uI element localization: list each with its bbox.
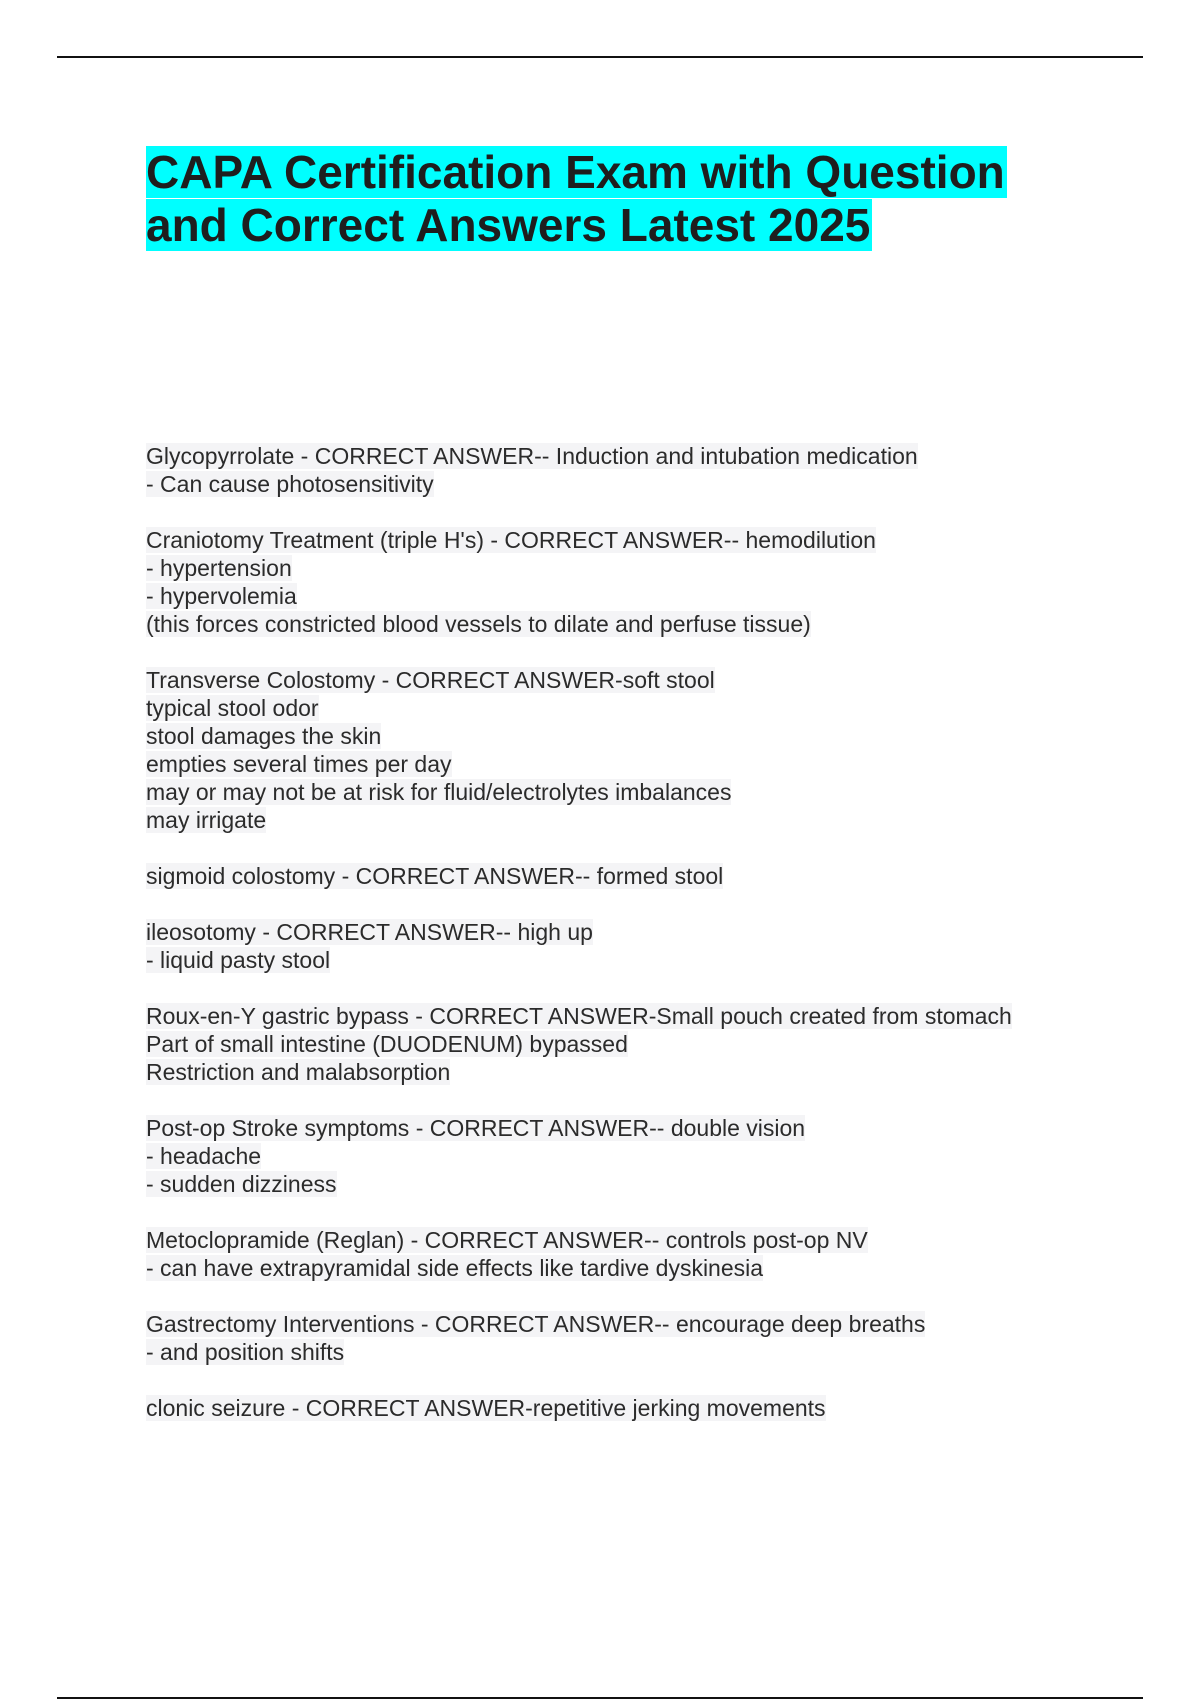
qa-line-text: Metoclopramide (Reglan) - CORRECT ANSWER-- controls post-op NV — [146, 1227, 868, 1253]
qa-entry-detail — [146, 554, 1146, 582]
qa-entry-detail — [146, 1030, 1146, 1058]
qa-entry — [146, 918, 1146, 974]
qa-list — [146, 442, 1146, 1450]
qa-entry — [146, 1002, 1146, 1086]
qa-entry-heading — [146, 1114, 1146, 1142]
qa-entry-detail — [146, 750, 1146, 778]
qa-line-text: stool damages the skin — [146, 723, 382, 749]
qa-line-text: may or may not be at risk for fluid/electrolytes imbalances — [146, 779, 732, 805]
qa-entry-detail — [146, 778, 1146, 806]
qa-line-text: ileosotomy - CORRECT ANSWER-- high up — [146, 919, 593, 945]
qa-entry-detail — [146, 1058, 1146, 1086]
qa-entry — [146, 1114, 1146, 1198]
qa-line-text: Post-op Stroke symptoms - CORRECT ANSWER-- double vision — [146, 1115, 806, 1141]
qa-line-text: - headache — [146, 1143, 262, 1169]
qa-entry-detail — [146, 470, 1146, 498]
qa-line-text: - can have extrapyramidal side effects like tardive dyskinesia — [146, 1255, 764, 1281]
qa-entry-detail — [146, 722, 1146, 750]
qa-line-text: empties several times per day — [146, 751, 452, 777]
qa-entry-detail — [146, 1338, 1146, 1366]
qa-line-text: Gastrectomy Interventions - CORRECT ANSWER-- encourage deep breaths — [146, 1311, 926, 1337]
qa-entry-heading — [146, 442, 1146, 470]
qa-entry-heading — [146, 1226, 1146, 1254]
qa-line-text: may irrigate — [146, 807, 267, 833]
qa-entry — [146, 1394, 1146, 1422]
qa-line-text: clonic seizure - CORRECT ANSWER-repetitive jerking movements — [146, 1395, 826, 1421]
qa-entry-detail — [146, 1142, 1146, 1170]
qa-entry-detail — [146, 1170, 1146, 1198]
qa-entry-heading — [146, 862, 1146, 890]
document-title-line: CAPA Certification Exam with Question — [146, 146, 1005, 198]
qa-line-text: (this forces constricted blood vessels to dilate and perfuse tissue) — [146, 611, 811, 637]
qa-entry — [146, 1226, 1146, 1282]
footer-rule — [57, 1697, 1143, 1699]
qa-line-text: Roux-en-Y gastric bypass - CORRECT ANSWER-Small pouch created from stomach — [146, 1003, 1012, 1029]
qa-entry-heading — [146, 1002, 1146, 1030]
qa-line-text: Part of small intestine (DUODENUM) bypassed — [146, 1031, 628, 1057]
document-title-line: and Correct Answers Latest 2025 — [146, 199, 871, 251]
qa-line-text: - hypervolemia — [146, 583, 297, 609]
qa-entry — [146, 1310, 1146, 1366]
qa-entry-heading — [146, 526, 1146, 554]
qa-entry-detail — [146, 806, 1146, 834]
qa-entry-detail — [146, 610, 1146, 638]
qa-line-text: - liquid pasty stool — [146, 947, 331, 973]
qa-line-text: Glycopyrrolate - CORRECT ANSWER-- Induction and intubation medication — [146, 443, 918, 469]
qa-line-text: - and position shifts — [146, 1339, 345, 1365]
qa-line-text: Craniotomy Treatment (triple H's) - CORRECT ANSWER-- hemodilution — [146, 527, 876, 553]
qa-entry — [146, 862, 1146, 890]
qa-entry-heading — [146, 666, 1146, 694]
qa-line-text: - hypertension — [146, 555, 292, 581]
qa-line-text: Restriction and malabsorption — [146, 1059, 451, 1085]
qa-entry-heading — [146, 918, 1146, 946]
qa-line-text: typical stool odor — [146, 695, 319, 721]
qa-line-text: Transverse Colostomy - CORRECT ANSWER-soft stool — [146, 667, 715, 693]
qa-entry-heading — [146, 1394, 1146, 1422]
qa-entry-detail — [146, 946, 1146, 974]
header-rule — [57, 56, 1143, 58]
qa-entry-detail — [146, 694, 1146, 722]
qa-line-text: sigmoid colostomy - CORRECT ANSWER-- formed stool — [146, 863, 724, 889]
qa-entry — [146, 442, 1146, 498]
qa-entry — [146, 526, 1146, 638]
qa-entry-heading — [146, 1310, 1146, 1338]
qa-line-text: - sudden dizziness — [146, 1171, 337, 1197]
qa-entry — [146, 666, 1146, 834]
qa-entry-detail — [146, 1254, 1146, 1282]
qa-entry-detail — [146, 582, 1146, 610]
document-title — [146, 146, 1046, 252]
qa-line-text: - Can cause photosensitivity — [146, 471, 434, 497]
